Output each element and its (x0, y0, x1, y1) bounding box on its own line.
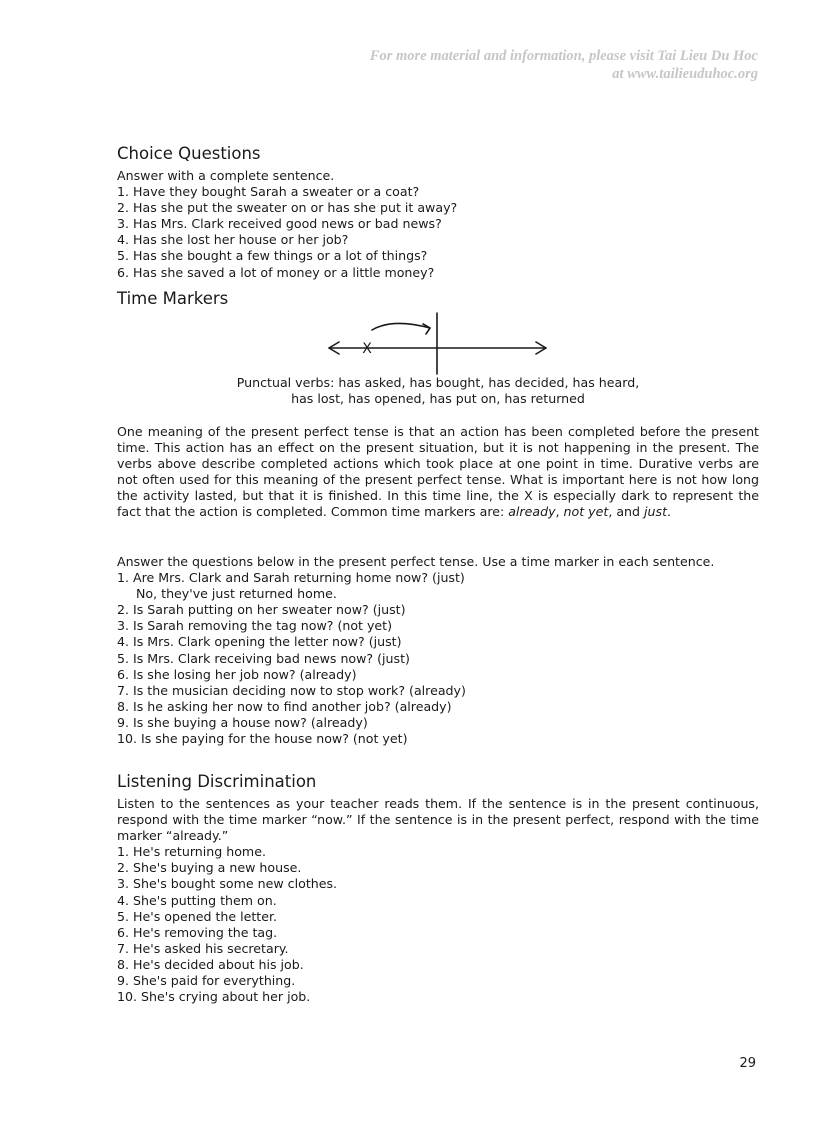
list-item: 3. Has Mrs. Clark received good news or bad news? (117, 216, 442, 232)
curved-arrow-head-icon (423, 324, 430, 334)
list-item: 3. Is Sarah removing the tag now? (not yet) (117, 618, 393, 634)
time-markers-exercise (117, 554, 759, 747)
list-item: 5. Is Mrs. Clark receiving bad news now? (just) (117, 650, 410, 666)
list-item: 6. He's removing the tag. (117, 924, 278, 940)
list-item: 10. Is she paying for the house now? (not yet) (117, 731, 408, 747)
choice-questions-section (117, 144, 759, 281)
separator: , (555, 504, 564, 520)
example-answer: No, they've just returned home. (136, 586, 337, 602)
listening-instruction: Listen to the sentences as your teacher reads them. If the sentence is in the present continuous, respond with the time marker “now.” If the sentence is in the present perfect, respond with the time marker “already.” (117, 796, 759, 844)
list-item: 2. Is Sarah putting on her sweater now? (just) (117, 602, 406, 618)
marker-just: just (644, 504, 668, 520)
time-markers-section (117, 289, 759, 309)
timeline-diagram (117, 310, 759, 382)
list-item: 2. She's buying a new house. (117, 860, 302, 876)
list-item: 9. Is she buying a house now? (already) (117, 714, 368, 730)
marker-already: already (508, 504, 556, 520)
list-item: 5. He's opened the letter. (117, 908, 278, 924)
site-notice-line-1: For more material and information, please visit Tai Lieu Du Hoc (369, 48, 758, 64)
list-item: 4. She's putting them on. (117, 892, 277, 908)
explanation-text: One meaning of the present perfect tense is that an action has been completed before the present time. This action has an effect on the present situation, but it is not happening in the present. The verbs above describe completed actions which took place at one point in time. Durative verbs are not often used for this meaning of the present perfect tense. What is important here is not how long the activity lasted, but that it is finished. In this time line, the X is especially dark to represent the fact that the action is completed. Common time markers are: (117, 424, 759, 520)
list-item: 6. Is she losing her job now? (already) (117, 666, 357, 682)
list-item: 4. Is Mrs. Clark opening the letter now? (just) (117, 634, 402, 650)
list-item: 8. He's decided about his job. (117, 956, 304, 972)
exercise-instruction: Answer the questions below in the present perfect tense. Use a time marker in each sentence. (117, 554, 715, 569)
listening-discrimination-section (117, 772, 759, 1005)
list-item: 7. He's asked his secretary. (117, 940, 289, 956)
choice-questions-heading: Choice Questions (117, 144, 261, 163)
list-item: 8. Is he asking her now to find another job? (already) (117, 698, 452, 714)
separator: , and (608, 504, 645, 520)
site-notice-header (370, 47, 758, 83)
list-item: 3. She's bought some new clothes. (117, 876, 338, 892)
time-markers-explanation (117, 424, 759, 521)
punctual-verbs-caption-2: has lost, has opened, has put on, has returned (291, 391, 585, 407)
page-number: 29 (739, 1056, 756, 1071)
completed-action-mark: X (362, 341, 372, 357)
marker-not-yet: not yet (563, 504, 609, 520)
list-item: 1. He's returning home. (117, 844, 266, 860)
list-item: 10. She's crying about her job. (117, 989, 311, 1005)
list-item: 6. Has she saved a lot of money or a little money? (117, 264, 435, 280)
list-item: 2. Has she put the sweater on or has she put it away? (117, 200, 458, 216)
list-item: 4. Has she lost her house or her job? (117, 232, 349, 248)
list-item: 5. Has she bought a few things or a lot of things? (117, 248, 428, 264)
listening-heading: Listening Discrimination (117, 772, 317, 791)
curved-arrow-icon (372, 323, 430, 330)
period: . (667, 504, 672, 520)
list-item: 1. Have they bought Sarah a sweater or a coat? (117, 184, 420, 200)
site-notice-line-2: at www.tailieuduhoc.org (612, 66, 758, 82)
list-item: 1. Are Mrs. Clark and Sarah returning home now? (just) (117, 570, 465, 586)
list-item: 7. Is the musician deciding now to stop work? (already) (117, 682, 466, 698)
time-markers-heading: Time Markers (117, 289, 229, 308)
punctual-verbs-caption-1: Punctual verbs: has asked, has bought, has decided, has heard, (236, 375, 640, 390)
list-item: 9. She's paid for everything. (117, 973, 296, 989)
choice-instruction: Answer with a complete sentence. (117, 168, 335, 183)
